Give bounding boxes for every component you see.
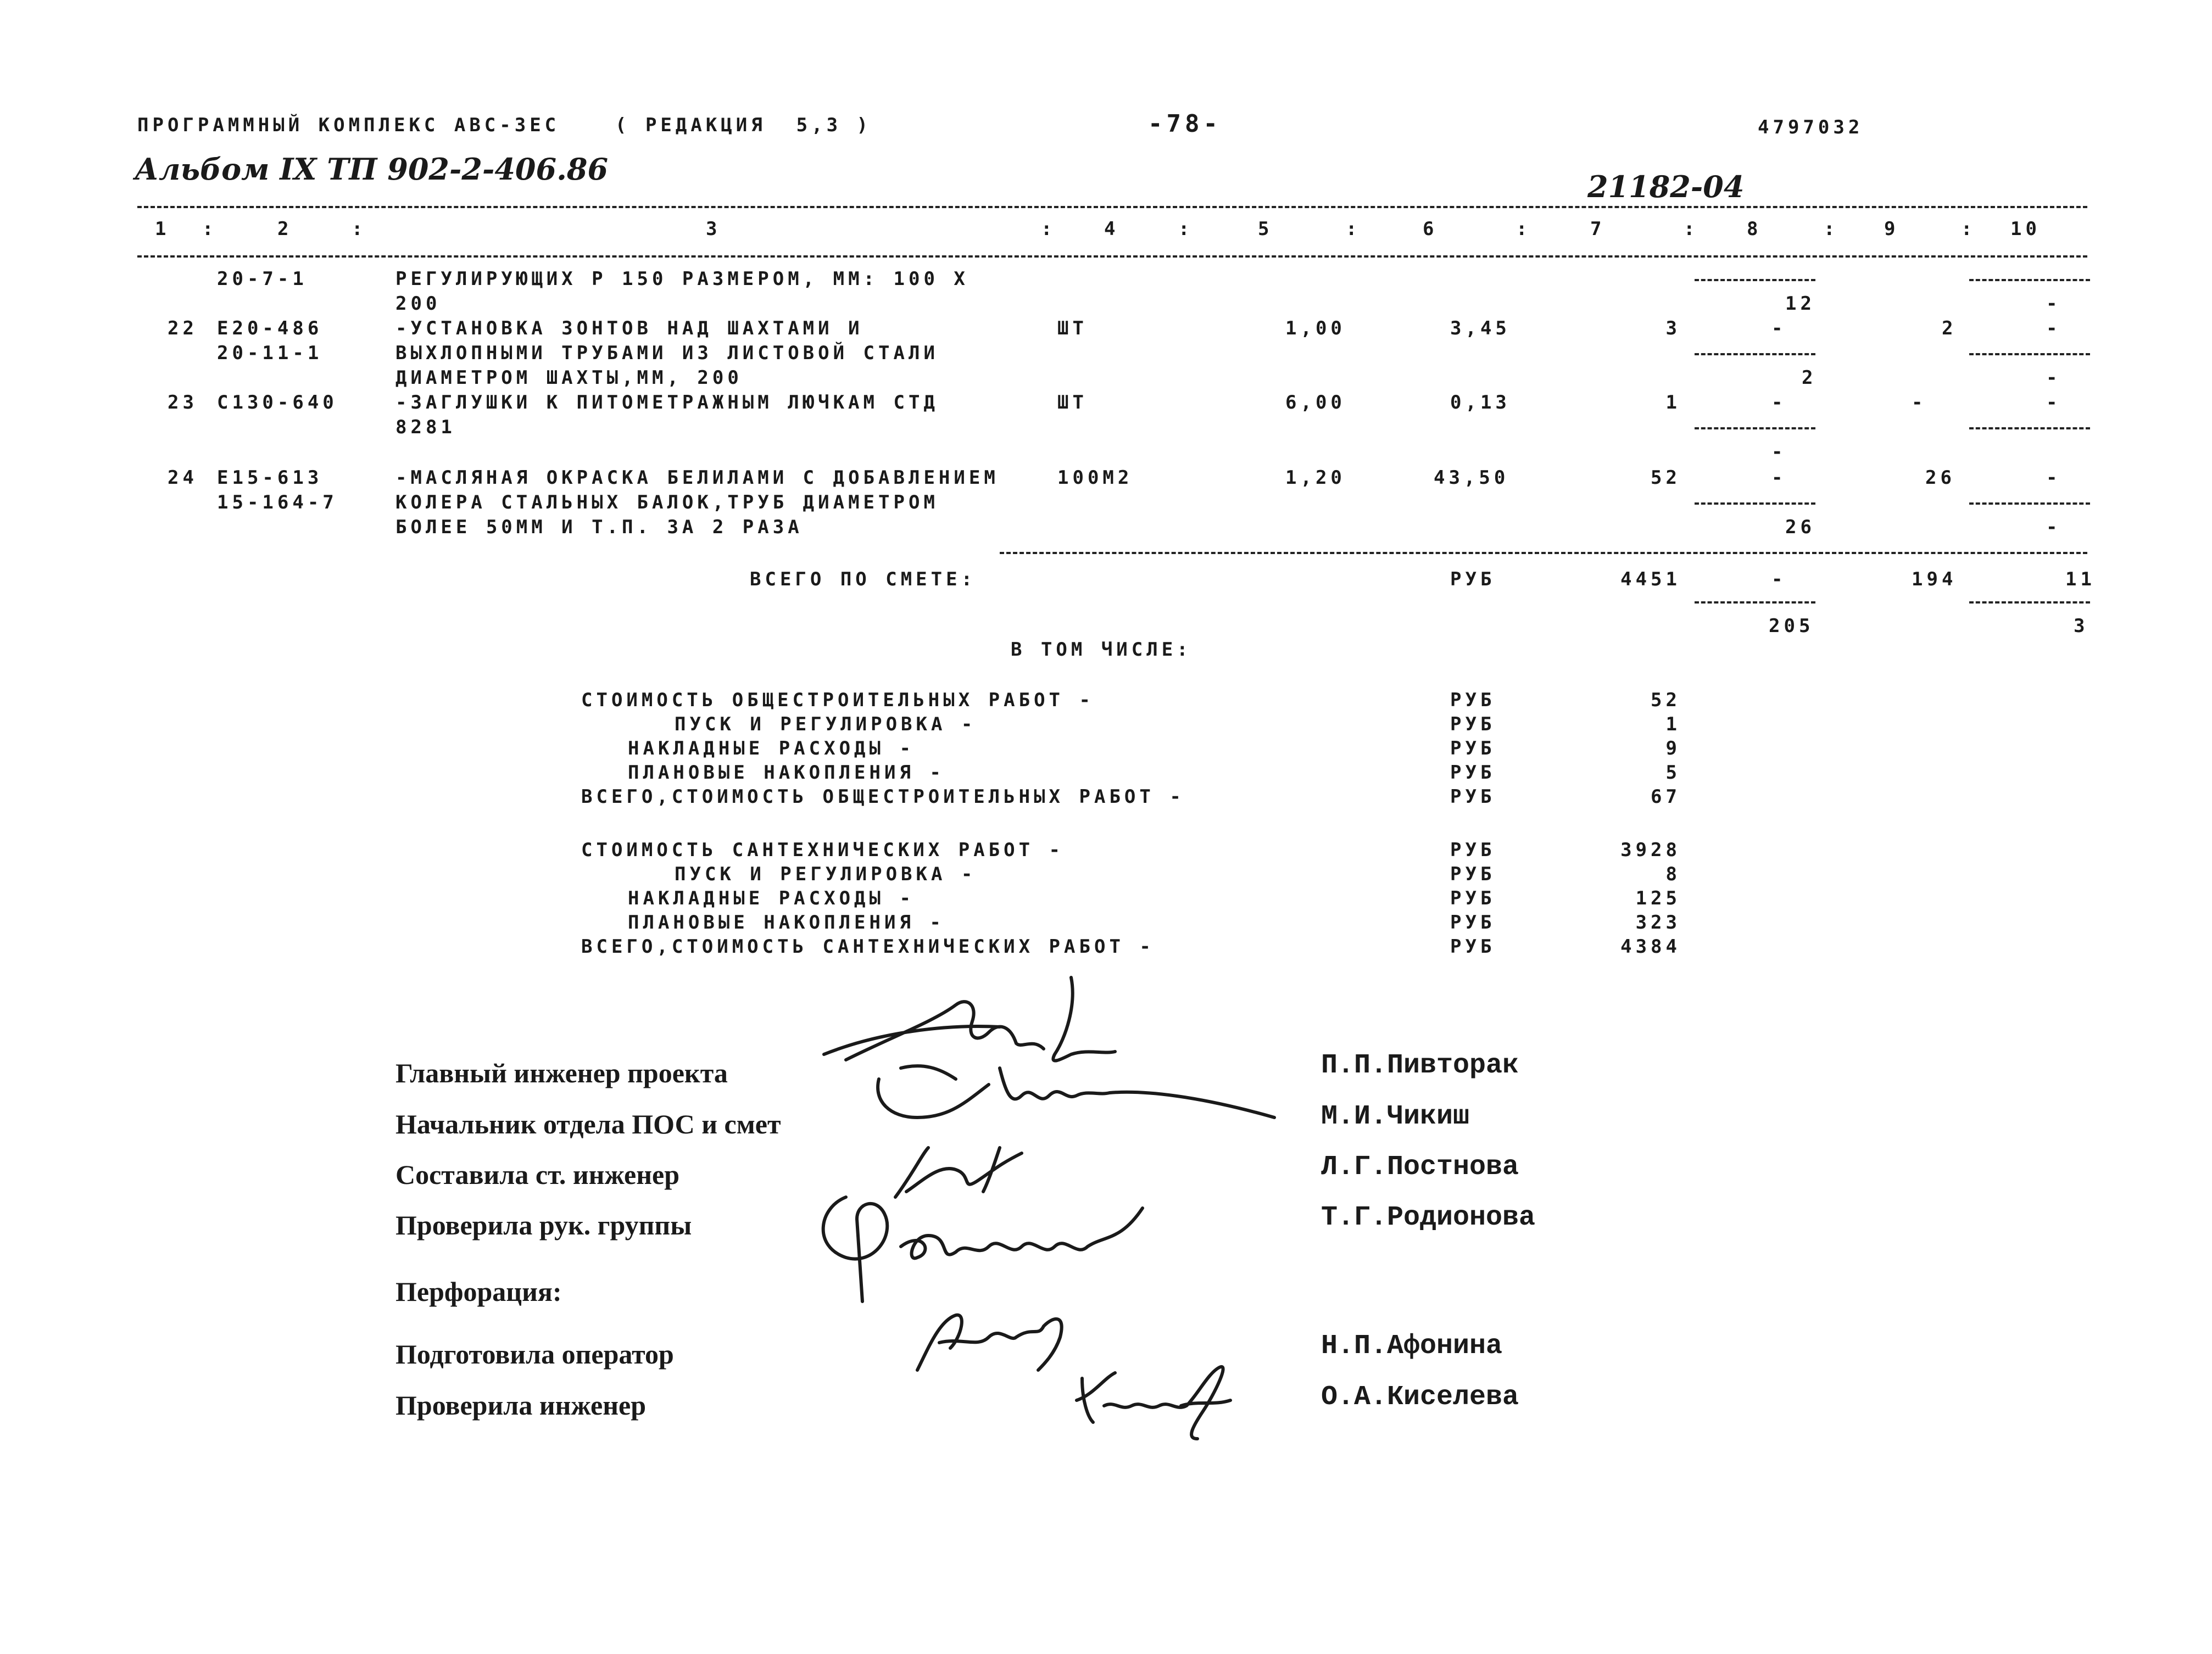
signature-rodionova (813, 1175, 1154, 1307)
cell-col8-upper: - (1771, 392, 1787, 413)
signatory-name: Н.П.Афонина (1321, 1331, 1503, 1362)
row-number: 23 (168, 392, 198, 413)
summary-label: СТОИМОСТЬ ОБЩЕСТРОИТЕЛЬНЫХ РАБОТ - (581, 689, 1094, 711)
column-number: 8 (1747, 218, 1762, 240)
row-code: С130-640 (217, 392, 338, 413)
album-reference: Альбом IX ТП 902-2-406.86 (135, 152, 609, 187)
row-unit: 100М2 (1057, 467, 1133, 489)
fraction-line (1969, 353, 2090, 355)
summary-label: НАКЛАДНЫЕ РАСХОДЫ - (628, 737, 915, 759)
column-separator: : (352, 218, 367, 240)
grand-total-col8-upper: - (1771, 568, 1787, 590)
summary-unit: РУБ (1450, 839, 1496, 861)
cell-col10-upper: - (2046, 317, 2061, 339)
cell-col8-lower: 26 (1785, 516, 1815, 538)
signatory-name: Т.Г.Родионова (1321, 1202, 1536, 1233)
fraction-line (1969, 427, 2090, 429)
fraction-line (1969, 279, 2090, 281)
cell-col10-lower: - (2046, 367, 2061, 389)
row-description: -ЗАГЛУШКИ К ПИТОМЕТРАЖНЫМ ЛЮЧКАМ СТД (395, 392, 939, 413)
signature-chikish (857, 1046, 1296, 1134)
grand-total-col10-lower: 3 (2074, 615, 2089, 637)
summary-unit: РУБ (1450, 863, 1496, 885)
summary-label: ПУСК И РЕГУЛИРОВКА - (675, 713, 977, 735)
row-quantity: 1,00 (1285, 317, 1346, 339)
signature-afonina (906, 1304, 1071, 1381)
summary-label: НАКЛАДНЫЕ РАСХОДЫ - (628, 887, 915, 909)
row-description: КОЛЕРА СТАЛЬНЫХ БАЛОК,ТРУБ ДИАМЕТРОМ (395, 491, 939, 513)
grand-total-unit: РУБ (1450, 568, 1496, 590)
cell-col8-lower: 2 (1802, 367, 1817, 389)
grand-total-col9: 194 (1912, 568, 1957, 590)
row-unit-price: 3,45 (1450, 317, 1511, 339)
cell-col9: 26 (1925, 467, 1955, 489)
row-total: 3 (1665, 317, 1681, 339)
fraction-line (1695, 601, 1815, 604)
cell-col8-upper: - (1771, 467, 1787, 489)
cell-col8-upper: - (1771, 317, 1787, 339)
row-unit: ШТ (1057, 317, 1088, 339)
fraction-line (1695, 427, 1815, 429)
summary-label: ПЛАНОВЫЕ НАКОПЛЕНИЯ - (628, 912, 945, 934)
program-name: ПРОГРАММНЫЙ КОМПЛЕКС АВС-3ЕС (137, 114, 560, 136)
summary-unit: РУБ (1450, 689, 1496, 711)
row-code-secondary: 20-11-1 (217, 342, 323, 364)
row-number: 22 (168, 317, 198, 339)
grand-total-value: 4451 (1620, 568, 1681, 590)
signature-role: Подготовила оператор (395, 1339, 674, 1370)
grand-total-col8-lower: 205 (1769, 615, 1814, 637)
column-separator: : (1516, 218, 1531, 240)
summary-label: ВСЕГО,СТОИМОСТЬ САНТЕХНИЧЕСКИХ РАБОТ - (581, 936, 1155, 958)
cell-col10-upper: - (2046, 467, 2061, 489)
signatory-name: М.И.Чикиш (1321, 1101, 1470, 1132)
summary-unit: РУБ (1450, 713, 1496, 735)
summary-unit: РУБ (1450, 762, 1496, 784)
summary-unit: РУБ (1450, 786, 1496, 808)
cell-col9: - (1912, 392, 1927, 413)
fraction-line (1969, 601, 2090, 604)
document-code: 4797032 (1758, 116, 1864, 138)
grand-total-col10-upper: 11 (2065, 568, 2096, 590)
row-description: 8281 (395, 416, 456, 438)
summary-value: 8 (1665, 863, 1681, 885)
row-quantity: 6,00 (1285, 392, 1346, 413)
row-description: 200 (395, 293, 441, 315)
cell-col10-lower: - (2046, 516, 2061, 538)
summary-value: 52 (1651, 689, 1681, 711)
signature-role: Проверила рук. группы (395, 1210, 692, 1240)
column-separator: : (1961, 218, 1976, 240)
summary-value: 9 (1665, 737, 1681, 759)
summary-label: ПЛАНОВЫЕ НАКОПЛЕНИЯ - (628, 762, 945, 784)
row-description: -УСТАНОВКА ЗОНТОВ НАД ШАХТАМИ И (395, 317, 863, 339)
row-unit-price: 0,13 (1450, 392, 1511, 413)
row-description: РЕГУЛИРУЮЩИХ Р 150 РАЗМЕРОМ, ММ: 100 Х (395, 268, 969, 290)
column-number: 2 (277, 218, 293, 240)
summary-label: СТОИМОСТЬ САНТЕХНИЧЕСКИХ РАБОТ - (581, 839, 1065, 861)
row-unit-price: 43,50 (1434, 467, 1509, 489)
column-separator: : (1346, 218, 1361, 240)
summary-value: 323 (1635, 912, 1681, 934)
column-number: 9 (1884, 218, 1899, 240)
summary-unit: РУБ (1450, 912, 1496, 934)
column-separator: : (1684, 218, 1699, 240)
row-total: 1 (1665, 392, 1681, 413)
column-number: 4 (1104, 218, 1119, 240)
summary-value: 4384 (1620, 936, 1681, 958)
row-quantity: 1,20 (1285, 467, 1346, 489)
signature-role: Составила ст. инженер (395, 1159, 680, 1190)
row-description: БОЛЕЕ 50ММ И Т.П. ЗА 2 РАЗА (395, 516, 803, 538)
cell-col9: 2 (1942, 317, 1957, 339)
column-separator: : (1824, 218, 1839, 240)
page-number: -78- (1148, 110, 1222, 138)
fraction-line (1695, 353, 1815, 355)
signatory-name: Л.Г.Постнова (1321, 1152, 1519, 1183)
grand-total-label: ВСЕГО ПО СМЕТЕ: (750, 568, 977, 590)
header-rule-bottom (137, 255, 2087, 258)
row-code: Е20-486 (217, 317, 323, 339)
signatory-name: П.П.Пивторак (1321, 1050, 1519, 1081)
column-separator: : (202, 218, 218, 240)
cell-col8-lower: 12 (1785, 293, 1815, 315)
signature-role: Начальник отдела ПОС и смет (395, 1109, 781, 1139)
signature-role: Перфорация: (395, 1276, 562, 1307)
row-number: 24 (168, 467, 198, 489)
cell-col10-lower: - (2046, 293, 2061, 315)
column-separator: : (1178, 218, 1194, 240)
column-number: 10 (2010, 218, 2041, 240)
fraction-line (1695, 502, 1815, 505)
summary-unit: РУБ (1450, 936, 1496, 958)
row-code: 20-7-1 (217, 268, 308, 290)
fraction-line (1695, 279, 1815, 281)
summary-label: ВСЕГО,СТОИМОСТЬ ОБЩЕСТРОИТЕЛЬНЫХ РАБОТ - (581, 786, 1185, 808)
signatory-name: О.А.Киселева (1321, 1382, 1519, 1413)
summary-value: 67 (1651, 786, 1681, 808)
row-description: ВЫХЛОПНЫМИ ТРУБАМИ ИЗ ЛИСТОВОЙ СТАЛИ (395, 342, 939, 364)
summary-unit: РУБ (1450, 887, 1496, 909)
summary-value: 1 (1665, 713, 1681, 735)
summary-unit: РУБ (1450, 737, 1496, 759)
row-unit: ШТ (1057, 392, 1088, 413)
total-rule (1000, 552, 2087, 554)
row-description: -МАСЛЯНАЯ ОКРАСКА БЕЛИЛАМИ С ДОБАВЛЕНИЕМ (395, 467, 999, 489)
signature-role: Главный инженер проекта (395, 1058, 728, 1088)
including-label: В ТОМ ЧИСЛЕ: (1011, 639, 1192, 661)
header-rule-top (137, 206, 2087, 208)
signature-role: Проверила инженер (395, 1390, 647, 1421)
fraction-line (1969, 502, 2090, 505)
row-total: 52 (1651, 467, 1681, 489)
signature-kiseleva (1071, 1356, 1236, 1444)
cell-col10-upper: - (2046, 392, 2061, 413)
row-code-secondary: 15-164-7 (217, 491, 338, 513)
edition-label: ( РЕДАКЦИЯ 5,3 ) (615, 114, 872, 136)
summary-value: 125 (1635, 887, 1681, 909)
cell-col8-lower: - (1771, 441, 1787, 463)
row-description: ДИАМЕТРОМ ШАХТЫ,ММ, 200 (395, 367, 743, 389)
column-separator: : (1041, 218, 1056, 240)
column-number: 5 (1258, 218, 1273, 240)
column-number: 6 (1423, 218, 1438, 240)
row-code: Е15-613 (217, 467, 323, 489)
column-number: 1 (155, 218, 170, 240)
summary-value: 5 (1665, 762, 1681, 784)
column-number: 7 (1590, 218, 1606, 240)
project-number: 21182-04 (1587, 169, 1745, 204)
summary-value: 3928 (1620, 839, 1681, 861)
column-number: 3 (706, 218, 721, 240)
summary-label: ПУСК И РЕГУЛИРОВКА - (675, 863, 977, 885)
